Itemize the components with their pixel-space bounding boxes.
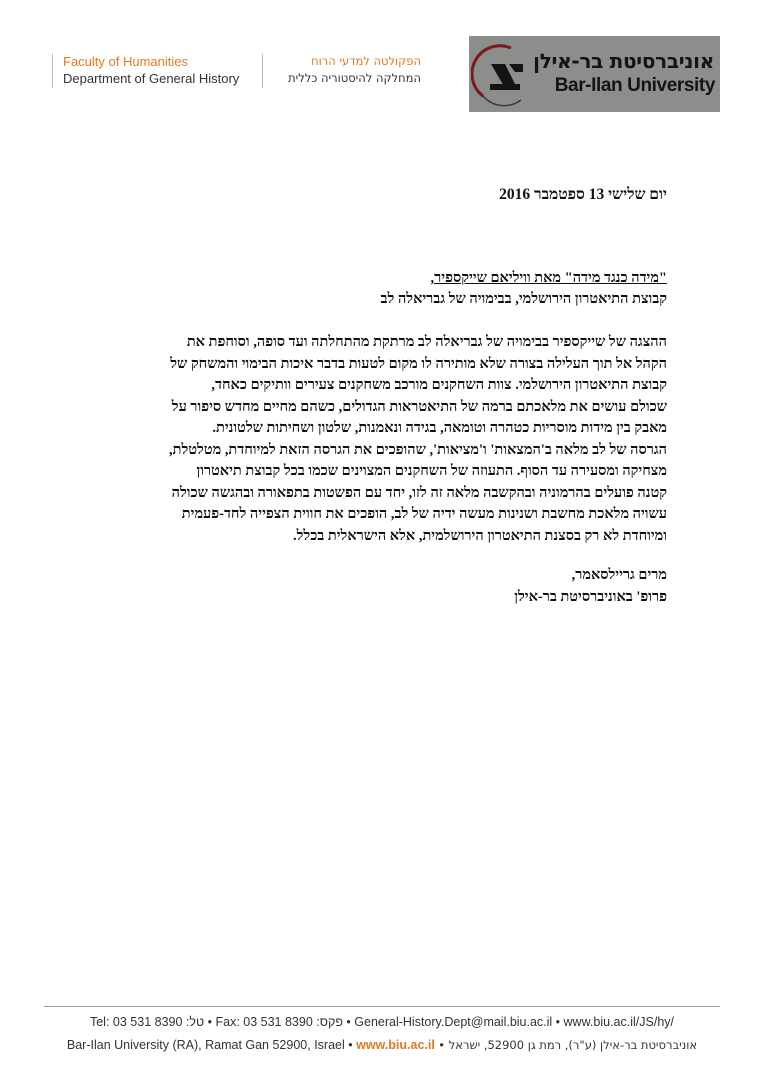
university-name-he: אוניברסיטת בר-אילן [533, 49, 714, 73]
letter-body [87, 332, 667, 547]
body-line: מאבק בין מידות מוסריות כטהרה וטומאה, בגידה ונאמנות, שלטון ושחיתות שלטונית. [212, 420, 667, 436]
faculty-name-en: Faculty of Humanities [63, 54, 188, 69]
bar-ilan-emblem-icon [471, 40, 541, 110]
footer-address-en: Bar-Ilan University (RA), Ramat Gan 52900, Israel • [66, 1038, 353, 1052]
letter-date: יום שלישי 13 ספטמבר 2016 [499, 186, 667, 203]
footer-address-line [0, 1038, 764, 1052]
body-line: הקהל אל תוך העלילה בצורה שלא מותירה לו מקום לטעות בדבר איכות הבימוי והמשחק של [170, 355, 667, 372]
university-logo [469, 36, 720, 112]
signature-block [514, 564, 667, 608]
faculty-name-he: הפקולטה למדעי הרוח [311, 54, 421, 68]
university-name-en: Bar-Ilan University [554, 75, 715, 96]
footer-address-he: אוניברסיטת בר-אילן (ע"ר), רמת גן 52900, ישראל • [438, 1038, 698, 1052]
body-line: מצחיקה ומסעירה עד הסוף. התעוזה של השחקנים המצוינים שכמו בכל קבוצת תיאטרון [196, 463, 667, 479]
department-name-he: המחלקה להיסטוריה כללית [288, 71, 421, 85]
body-line: ההצגה של שייקספיר בבימויה של גבריאלה לב מרתקת מהתחלתה ועד סופה, וסוחפת את [186, 334, 667, 350]
signature-name: מרים גריילסאמר, [571, 567, 667, 583]
letter-title: "מידה כנגד מידה" מאת וויליאם שייקספיר, [430, 270, 667, 286]
body-line: שכולם עושים את מלאכתם ברמה של התיאטראות הגדולים, כשהם מחיים מחדש סיפור על [171, 398, 667, 415]
body-line: הגרסה של לב מלאה ב'המצאות' ו'מציאות', שהופכים את הגרסה הזאת למיוחדת, מטלטלת, [169, 441, 667, 458]
body-line: קבוצת התיאטרון הירושלמי. צוות השחקנים מורכב משחקנים צעירים וותיקים כאחד, [211, 377, 667, 393]
department-header-he [262, 54, 421, 88]
department-header-en [52, 54, 261, 88]
letter-subtitle: קבוצת התיאטרון הירושלמי, בבימויה של גבריאלה לב [380, 291, 667, 307]
body-line: ומיוחדת לא רק בסצנת התיאטרון הירושלמית, אלא הישראלית בכלל. [293, 527, 667, 544]
footer-divider [44, 1006, 720, 1007]
footer-website-link[interactable]: www.biu.ac.il [356, 1038, 435, 1052]
signature-title: פרופ' באוניברסיטת בר-אילן [514, 589, 667, 605]
body-line: קטנה פועלים בהרמוניה ובהקשבה מלאה זה לזו, יחד עם הפשטות בתפאורה ובהגשה שכולה [171, 484, 667, 501]
body-line: עשויה מלאכת מחשבת ושנינות מעשה ידיה של לב, הופכים את חווית הצפייה לחד-פעמית [181, 506, 667, 522]
footer-contact-line: Tel: 03 531 8390 :טל • Fax: 03 531 8390 :פקס • General-History.Dept@mail.biu.ac.il • www.biu.ac.il/JS/hy/ [89, 1015, 674, 1029]
department-name-en: Department of General History [63, 71, 240, 86]
